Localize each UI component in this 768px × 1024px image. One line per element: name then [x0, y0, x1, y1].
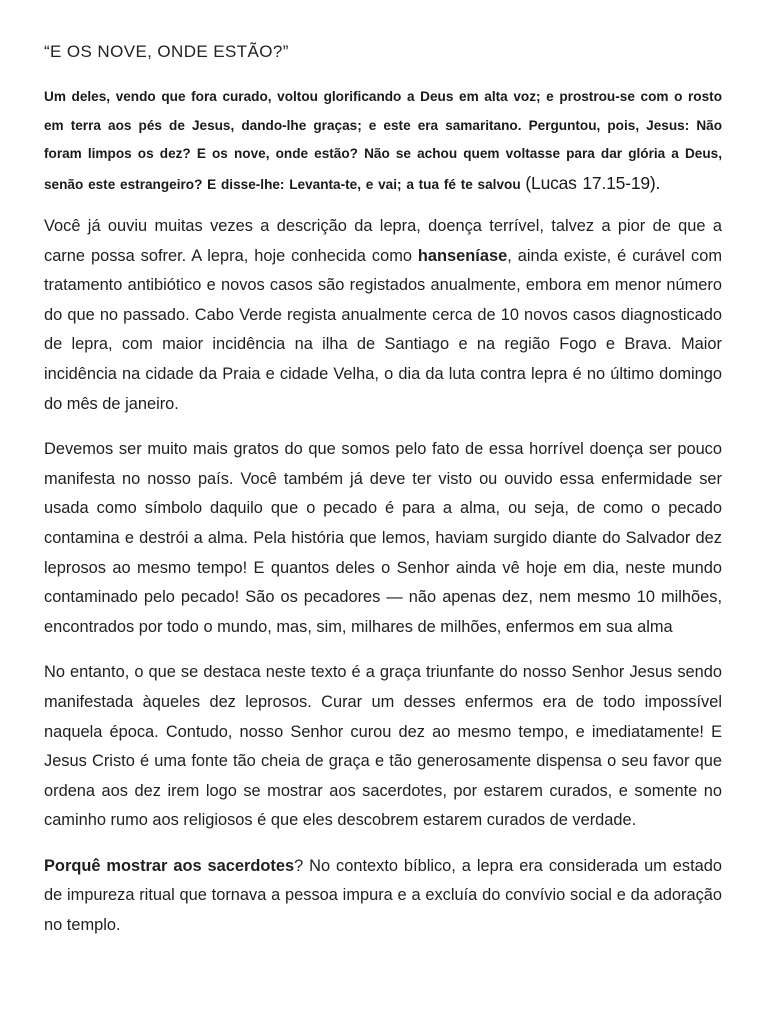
page-title: “E OS NOVE, ONDE ESTÃO?”	[44, 42, 289, 61]
paragraph-text: Você já ouviu muitas vezes a descrição da lepra, doença terrível, talvez a pior de que a carne possa sofrer. A lepra, hoje conhecida como	[44, 217, 722, 265]
paragraph-text: ? No contexto bíblico, a lepra era considerada um estado de impureza ritual que tornava a pessoa impura e a excluía do convívio social e da adoração no templo.	[44, 856, 722, 935]
paragraph	[44, 435, 722, 642]
scripture-quote-paragraph	[44, 83, 722, 199]
paragraph-text: Devemos ser muito mais gratos do que somos pelo fato de essa horrível doença ser pouco manifesta no nosso país. Você também já deve ter visto ou ouvido essa enfermidade ser usada como símbolo daquilo que o pecado é para a alma, ou seja, de como o pecado contamina e destrói a alma. Pela história que lemos, haviam surgido diante do Salvador dez leprosos ao mesmo tempo! E quantos deles o Senhor ainda vê hoje em dia, neste mundo contaminado pelo pecado! São os pecadores — não apenas dez, nem mesmo 10 milhões, encontrados por todo o mundo, mas, sim, milhares de milhões, enfermos em sua alma	[44, 440, 722, 636]
paragraph	[44, 658, 722, 836]
paragraph-text: , ainda existe, é curável com tratamento antibiótico e novos casos são registados anualmente, embora em menor número do que no passado. Cabo Verde regista anualmente cerca de 10 novos casos diagnosticado de lepra, com maior incidência na ilha de Santiago e na região Fogo e Brava. Maior incidência na cidade da Praia e cidade Velha, o dia da luta contra lepra é no último domingo do mês de janeiro.	[44, 246, 722, 413]
paragraph	[44, 212, 722, 419]
emphasized-lead-in: Porquê mostrar aos sacerdotes	[44, 856, 295, 875]
scripture-quote-text: Um deles, vendo que fora curado, voltou glorificando a Deus em alta voz; e prostrou-se com o rosto em terra aos pés de Jesus, dando-lhe graças; e este era samaritano. Perguntou, pois, Jesus: Não foram limpos os dez? E os nove, onde estão? Não se achou quem voltasse para dar glória a Deus, senão este estrangeiro? E disse-lhe: Levanta-te, e vai; a tua fé te salvou	[44, 89, 722, 192]
scripture-reference: (Lucas 17.15-19).	[525, 172, 661, 193]
paragraph-text: No entanto, o que se destaca neste texto é a graça triunfante do nosso Senhor Jesus sendo manifestada àqueles dez leprosos. Curar um desses enfermos era de todo impossível naquela época. Contudo, nosso Senhor curou dez ao mesmo tempo, e imediatamente! E Jesus Cristo é uma fonte tão cheia de graça e tão generosamente dispensa o seu favor que ordena aos dez irem logo se mostrar aos sacerdotes, por estarem curados, e somente no caminho rumo aos religiosos é que eles descobrem estarem curados de verdade.	[44, 663, 722, 830]
paragraph	[44, 852, 722, 941]
emphasized-term: hanseníase	[417, 246, 508, 265]
